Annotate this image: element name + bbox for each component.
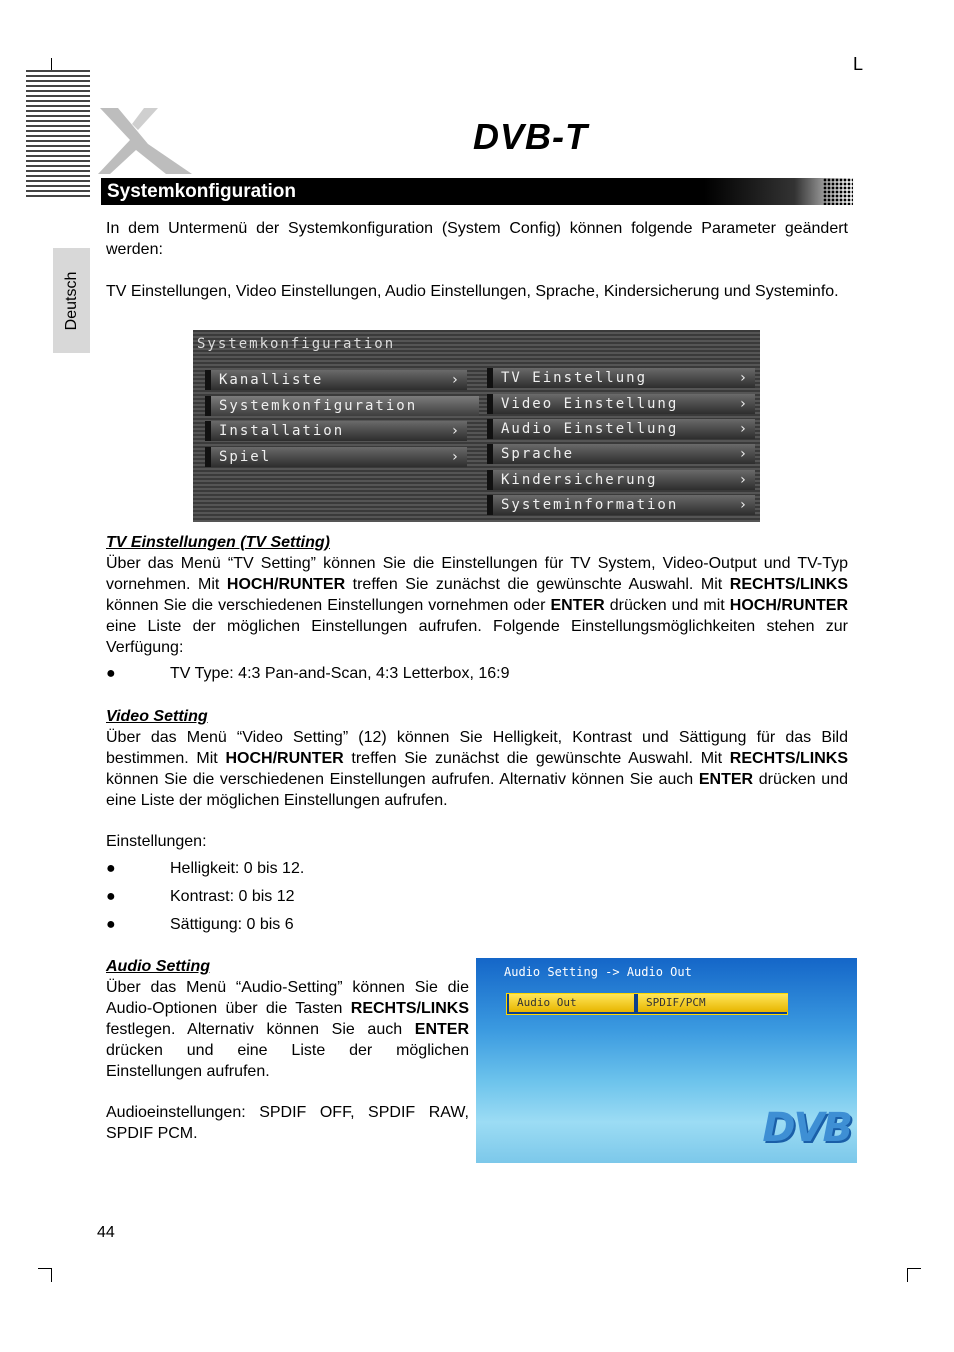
menu-item-spiel: Spiel › [205, 447, 467, 467]
bullet-icon: ● [106, 860, 116, 877]
page-title: DVB-T [473, 116, 588, 157]
dot-pattern [823, 178, 853, 205]
audio-out-value: SPDIF/PCM [638, 994, 788, 1012]
video-setting-paragraph: Über das Menü “Video Setting” (12) können Sie Helligkeit, Kontrast und Sättigung für das Bild bestimmen. Mit HOCH/RUNTER treffen Sie zunächst die gewünschte Auswahl. Mit RECHTS/LINKS können Sie die verschiedenen Einstellungen aufrufen. Alternativ können Sie auch ENTER drücken und eine Liste der möglichen Einstellungen aufrufen. [106, 729, 849, 809]
brand-logo-icon [96, 104, 196, 176]
menu-item-video-einstellung: Video Einstellung › [487, 394, 755, 414]
menu-item-installation: Installation › [205, 421, 467, 441]
language-tab [53, 248, 90, 353]
chevron-right-icon: › [738, 370, 749, 386]
intro-paragraph-2: TV Einstellungen, Video Einstellungen, Audio Einstellungen, Sprache, Kindersicherung und Systeminfo. [106, 283, 839, 300]
page-number: 44 [97, 1224, 115, 1241]
tv-setting-paragraph: Über das Menü “TV Setting” können Sie die Einstellungen für TV System, Video-Output und TV-Typ vornehmen. Mit HOCH/RUNTER treffen Sie zunächst die gewünschte Auswahl. Mit RECHTS/LINKS können Sie die verschiedenen Einstellungen vornehmen oder ENTER drücken und mit HOCH/RUNTER eine Liste der möglichen Einstellungen aufrufen. Folgende Einstellungsmöglichkeiten stehen zur Verfügung: [106, 555, 849, 656]
chevron-right-icon: › [738, 446, 749, 462]
menu-item-systeminformation: Systeminformation › [487, 495, 755, 515]
audio-setting-paragraph: Über das Menü “Audio-Setting” können Sie die Audio-Optionen über die Tasten RECHTS/LINKS festlegen. Alternativ können Sie auch ENTER drücken und eine Liste der möglichen Einstellungen aufrufen. [106, 979, 469, 1080]
intro-paragraph-1: In dem Untermenü der Systemkonfiguration (System Config) können folgende Parameter geändert werden: [106, 220, 848, 258]
audio-screen-title: Audio Setting -> Audio Out [504, 965, 692, 979]
bullet-icon: ● [106, 916, 116, 933]
menu-item-systemkonfiguration: Systemkonfiguration [205, 396, 479, 416]
chevron-right-icon: › [738, 497, 749, 513]
bullet-icon: ● [106, 665, 116, 682]
language-tab-label: Deutsch [62, 271, 80, 330]
settings-label: Einstellungen: [106, 833, 207, 850]
menu-item-tv-einstellung: TV Einstellung › [487, 368, 755, 388]
menu-item-kanalliste: Kanalliste › [205, 370, 467, 390]
system-config-menu-screenshot [193, 330, 760, 522]
dvb-logo: DVB [762, 1105, 851, 1151]
video-setting-heading: Video Setting [106, 708, 208, 725]
tv-setting-heading: TV Einstellungen (TV Setting) [106, 534, 330, 551]
menu-item-kindersicherung: Kindersicherung › [487, 470, 755, 490]
menu-title: Systemkonfiguration [197, 336, 396, 352]
audio-out-label: Audio Out [509, 994, 634, 1012]
menu-item-audio-einstellung: Audio Einstellung › [487, 419, 755, 439]
chevron-right-icon: › [738, 472, 749, 488]
crop-mark-bottom-right [907, 1268, 908, 1282]
audio-options-paragraph: Audioeinstellungen: SPDIF OFF, SPDIF RAW, SPDIF PCM. [106, 1104, 469, 1142]
section-title: Systemkonfiguration [107, 181, 296, 202]
chevron-right-icon: › [738, 396, 749, 412]
audio-setting-screenshot [476, 958, 857, 1163]
crop-mark-top-right: L [853, 54, 864, 74]
audio-setting-heading: Audio Setting [106, 958, 210, 975]
bullet-icon: ● [106, 888, 116, 905]
chevron-right-icon: › [450, 423, 461, 439]
crop-mark-bottom-right [907, 1268, 921, 1269]
decorative-stripes [26, 70, 90, 200]
menu-item-sprache: Sprache › [487, 444, 755, 464]
chevron-right-icon: › [738, 421, 749, 437]
section-header [101, 178, 855, 205]
chevron-right-icon: › [450, 449, 461, 465]
crop-mark-bottom-left [51, 1268, 52, 1282]
chevron-right-icon: › [450, 372, 461, 388]
crop-mark-bottom-left [38, 1268, 52, 1269]
